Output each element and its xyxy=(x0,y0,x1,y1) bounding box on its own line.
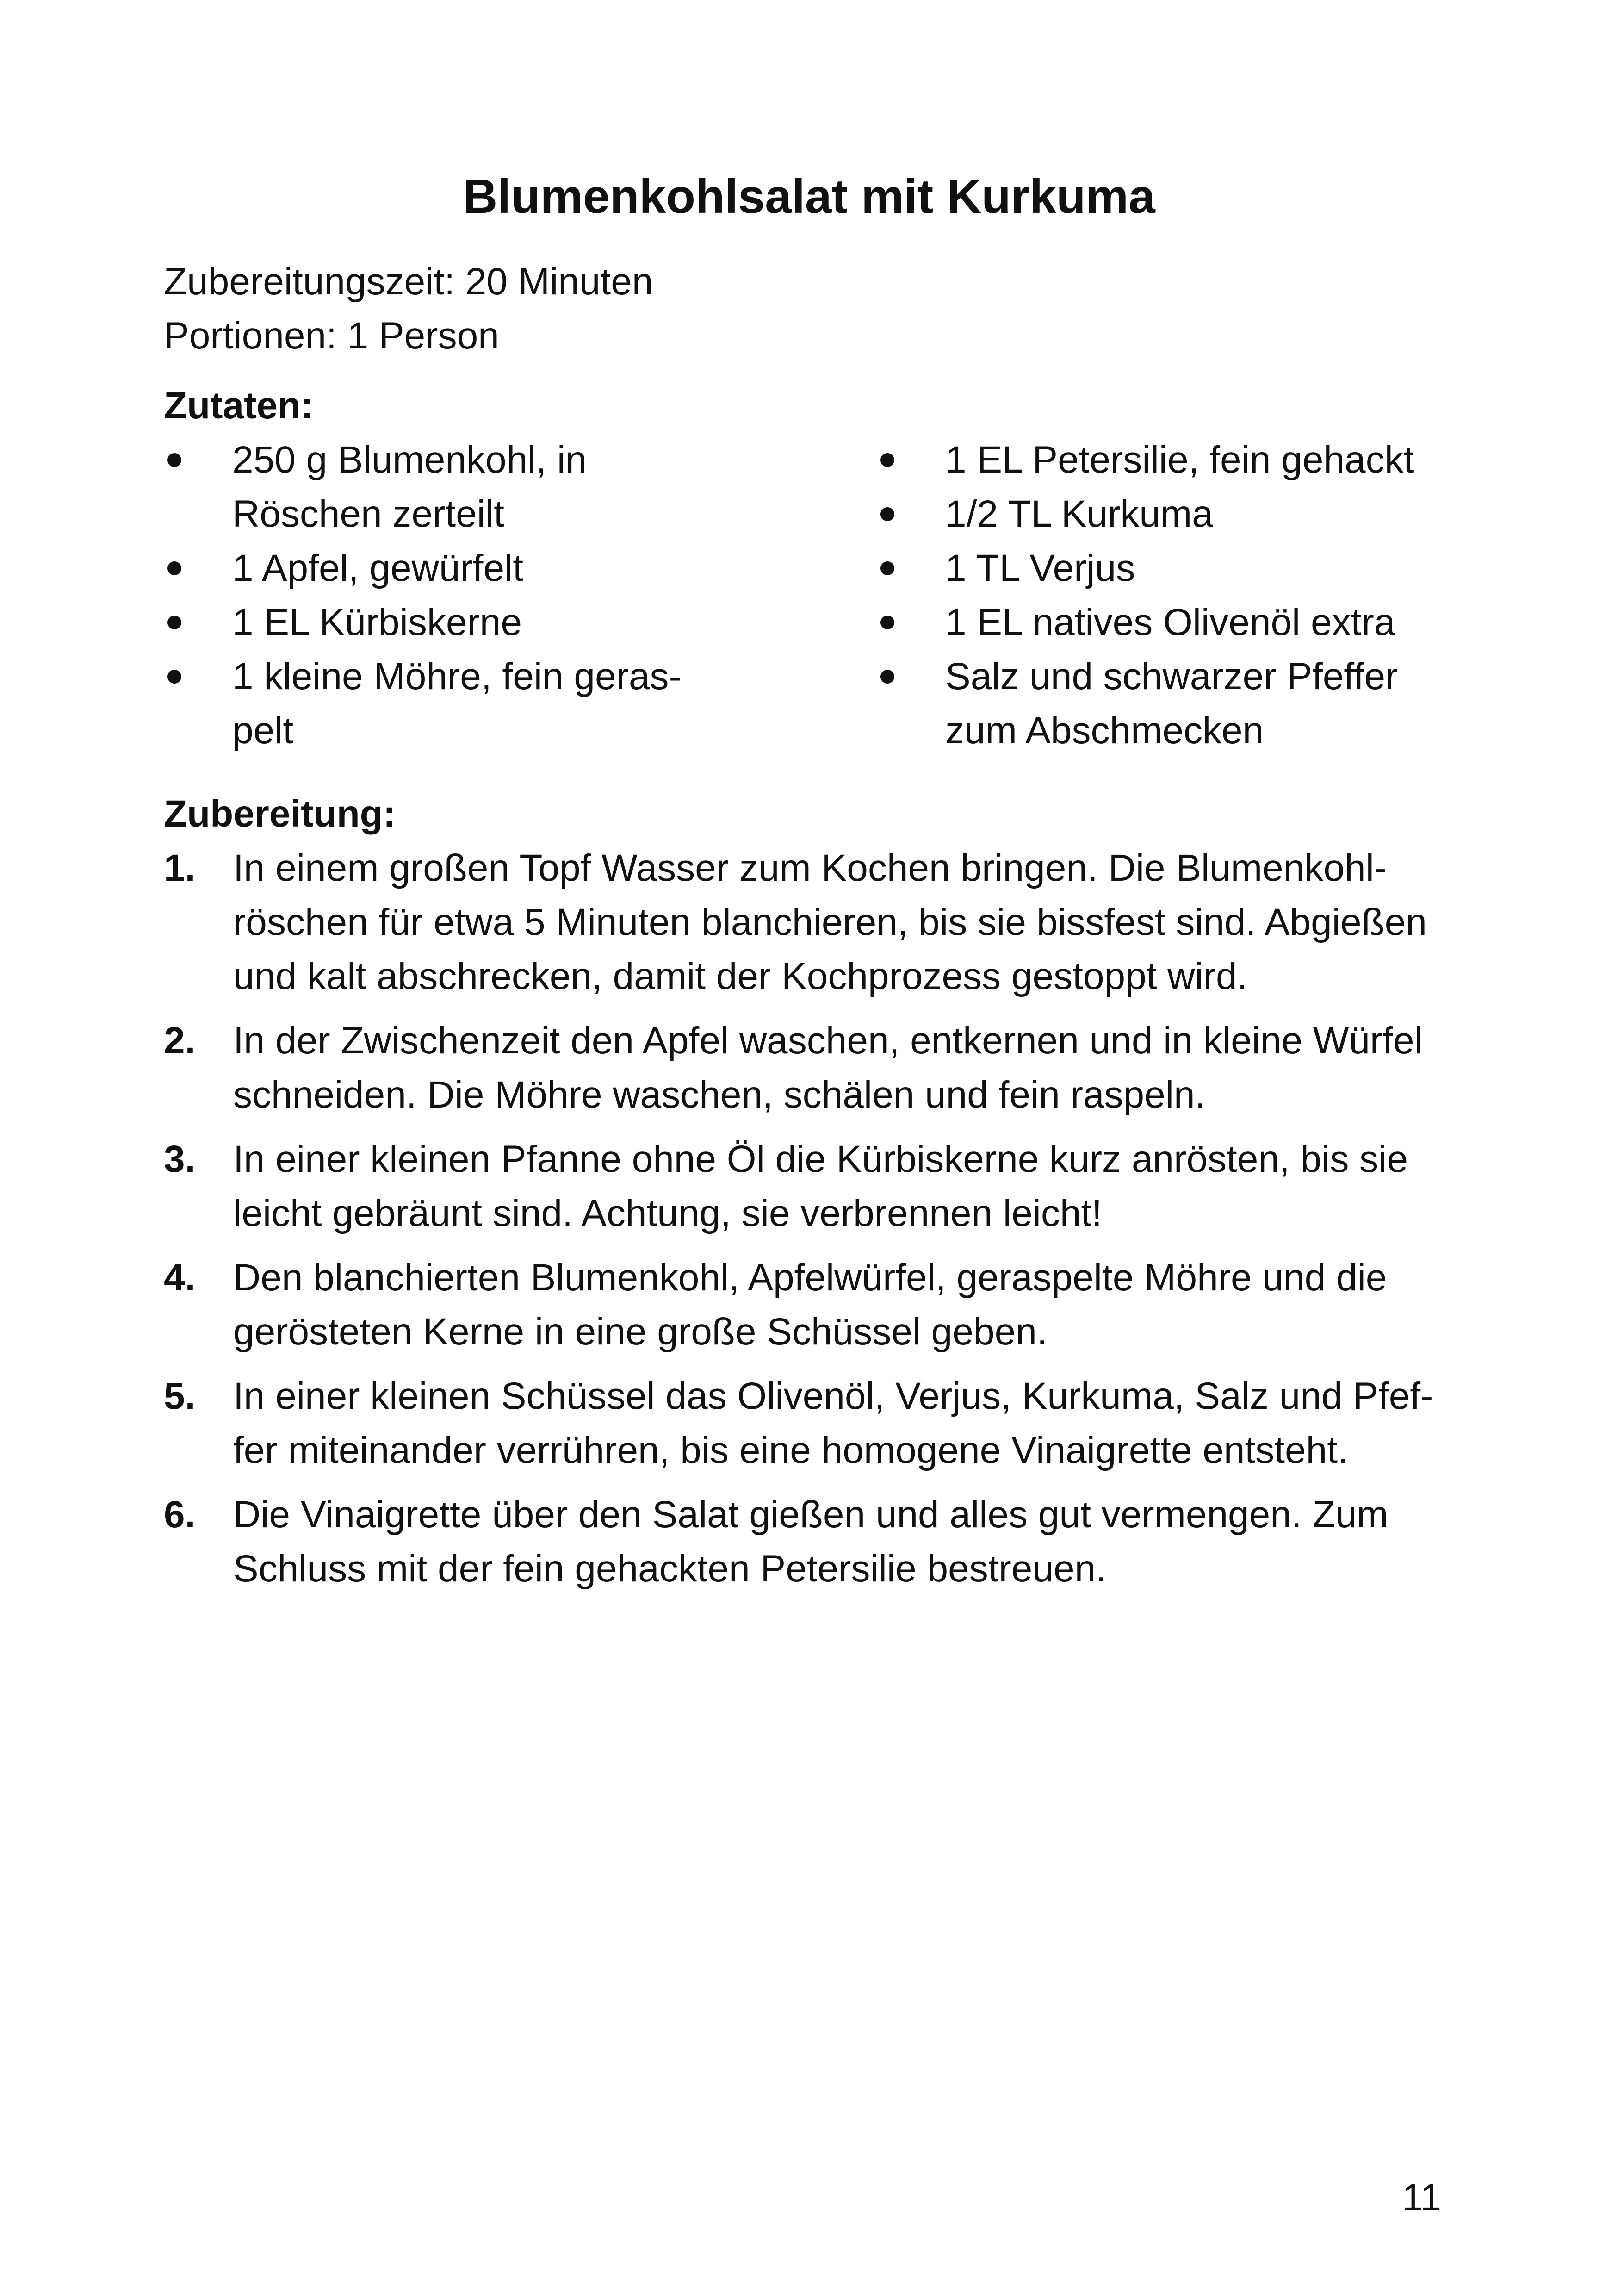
list-item: 1 Apfel, gewürfelt xyxy=(164,541,719,595)
step-number: 1. xyxy=(164,847,196,889)
list-item: 1 EL Kürbiskerne xyxy=(164,595,719,649)
ingredients-list-right xyxy=(877,433,1478,758)
ingredients-list-left xyxy=(164,433,719,758)
step-number: 4. xyxy=(164,1257,196,1299)
list-item: 1 TL Verjus xyxy=(877,541,1478,595)
recipe-meta xyxy=(164,255,653,363)
ingredients-heading: Zutaten: xyxy=(164,385,314,427)
step-number: 6. xyxy=(164,1493,196,1536)
list-item: 1/2 TL Kurkuma xyxy=(877,487,1478,541)
list-item: 1 EL Petersilie, fein gehackt xyxy=(877,433,1478,487)
list-item: 1 kleine Möhre, fein geraspelt xyxy=(164,649,719,758)
step-text: In einem großen Topf Wasser zum Kochen bringen. Die Blumenkohlröschen für etwa 5 Minuten blanchieren, bis sie bissfest sind. Abgießen und kalt abschrecken, damit der Kochprozess gestoppt wird. xyxy=(233,847,1427,997)
page-number: 11 xyxy=(1402,2177,1442,2219)
step-number: 2. xyxy=(164,1020,196,1062)
servings: Portionen: 1 Person xyxy=(164,315,499,357)
step-item xyxy=(164,1132,1455,1240)
step-item xyxy=(164,1251,1455,1359)
step-item xyxy=(164,1369,1455,1477)
step-item xyxy=(164,1487,1455,1596)
step-text: In einer kleinen Schüssel das Olivenöl, Verjus, Kurkuma, Salz und Pfeffer miteinander verrühren, bis eine homogene Vinaigrette entsteht. xyxy=(233,1375,1433,1471)
preparation-steps xyxy=(164,841,1455,1606)
step-text: In der Zwischenzeit den Apfel waschen, entkernen und in kleine Würfel schneiden. Die Möhre waschen, schälen und fein raspeln. xyxy=(233,1020,1423,1116)
preparation-heading: Zubereitung: xyxy=(164,793,396,835)
list-item: Salz und schwarzer Pfeffer zum Abschmecken xyxy=(877,649,1478,758)
list-item: 250 g Blumenkohl, in Röschen zerteilt xyxy=(164,433,719,541)
step-text: In einer kleinen Pfanne ohne Öl die Kürbiskerne kurz anrösten, bis sie leicht gebräunt sind. Achtung, sie verbrennen leicht! xyxy=(233,1138,1408,1234)
recipe-title: Blumenkohlsalat mit Kurkuma xyxy=(463,170,1155,224)
list-item: 1 EL natives Olivenöl extra xyxy=(877,595,1478,649)
step-text: Die Vinaigrette über den Salat gießen und alles gut vermengen. Zum Schluss mit der fein gehackten Petersilie bestreuen. xyxy=(233,1493,1389,1590)
step-item xyxy=(164,1014,1455,1122)
step-text: Den blanchierten Blumenkohl, Apfelwürfel, geraspelte Möhre und die gerösteten Kerne in eine große Schüssel geben. xyxy=(233,1257,1387,1353)
step-number: 5. xyxy=(164,1375,196,1417)
prep-time: Zubereitungszeit: 20 Minuten xyxy=(164,261,653,303)
step-number: 3. xyxy=(164,1138,196,1180)
step-item xyxy=(164,841,1455,1003)
